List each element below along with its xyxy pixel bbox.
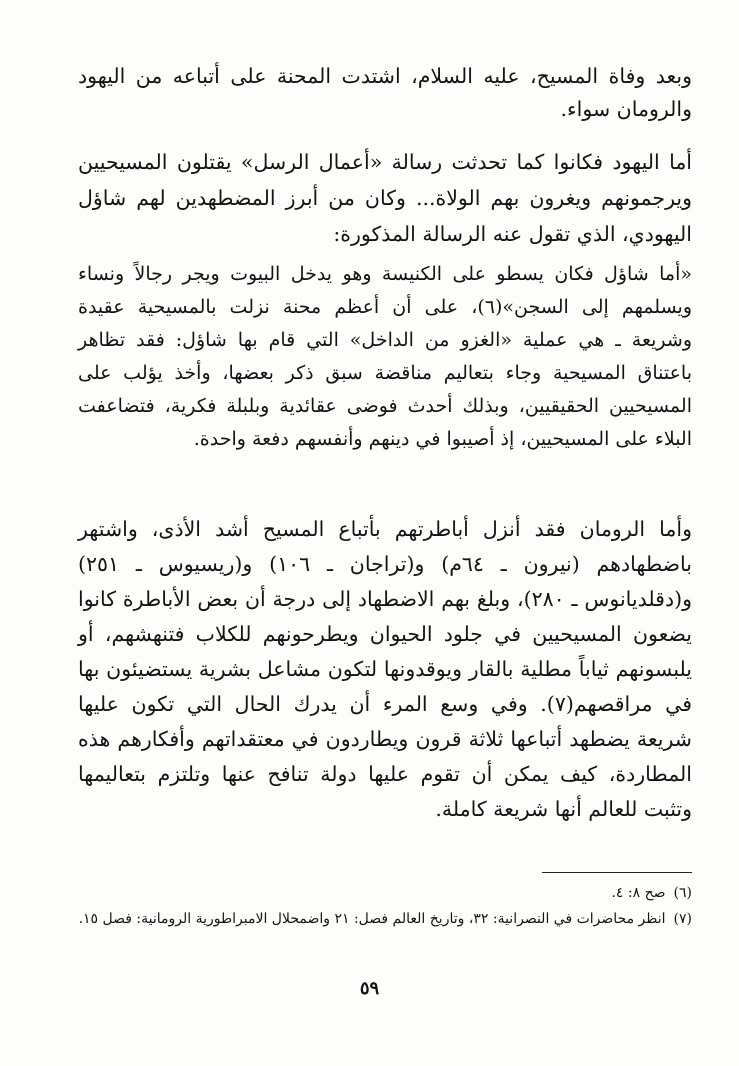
footnote-marker: (٦) [673,885,692,901]
footnote-marker: (٧) [673,911,692,927]
footnote [78,880,692,906]
paragraph-intro: وبعد وفاة المسيح، عليه السلام، اشتدت المحنة على أتباعه من اليهود والرومان سواء. [78,64,692,121]
footnotes [78,880,692,932]
footnote [78,906,692,932]
footnote-divider [542,872,692,873]
footnote-text: انظر محاضرات في النصرانية: ٣٢، وتاريخ العالم فصل: ٢١ واضمحلال الامبراطورية الرومانية: فصل ١٥. [78,911,666,927]
quoted-passage: «أما شاؤل فكان يسطو على الكنيسة وهو يدخل البيوت ويجر رجالاً ونساء ويسلمهم إلى السجن»(٦)، على أن أعظم محنة نزلت بالمسيحية عقيدة وشريعة ـ هي عملية «الغزو من الداخل» التي قام بها شاؤل: فقد تظاهر باعتناق المسيحية وجاء بتعاليم مناقضة سبق ذكر بعضها، وأخذ يؤلب على المسيحيين الحقيقيين، وبذلك أحدث فوضى عقائدية وبلبلة فكرية، فتضاعفت البلاء على المسيحيين، إذ أصيبوا في دينهم وأنفسهم دفعة واحدة. [78,263,692,450]
page-number: ٥٩ [359,978,380,999]
paragraph-romans: وأما الرومان فقد أنزل أباطرتهم بأتباع المسيح أشد الأذى، واشتهر باضطهادهم (نيرون ـ ٦٤م) و(تراجان ـ ١٠٦) و(ريسيوس ـ ٢٥١) و(دقلديانوس ـ ٢٨٠)، وبلغ بهم الاضطهاد إلى درجة أن بعض الأباطرة كانوا يضعون المسيحيين في جلود الحيوان ويطرحونهم للكلاب فتنهشهم، أو يلبسونهم ثياباً مطلية بالقار ويوقدونها لتكون مشاعل بشرية يستضيئون بها في مراقصهم(٧). وفي وسع المرء أن يدرك الحال التي تكون عليها شريعة يضطهد أتباعها ثلاثة قرون ويطاردون في معتقداتهم وأفكارهم هذه المطاردة، كيف يمكن أن تقوم عليها دولة تنافح عنها وتلتزم بتعاليمها وتثبت للعالم أنها شريعة كاملة. [78,517,692,821]
footnote-text: صح ٨: ٤. [611,885,666,901]
paragraph-jews: أما اليهود فكانوا كما تحدثت رسالة «أعمال الرسل» يقتلون المسيحيين ويرجمونهم ويغرون بهم الولاة... وكان من أبرز المضطهدين لهم شاؤل اليهودي، الذي تقول عنه الرسالة المذكورة: [78,150,692,246]
